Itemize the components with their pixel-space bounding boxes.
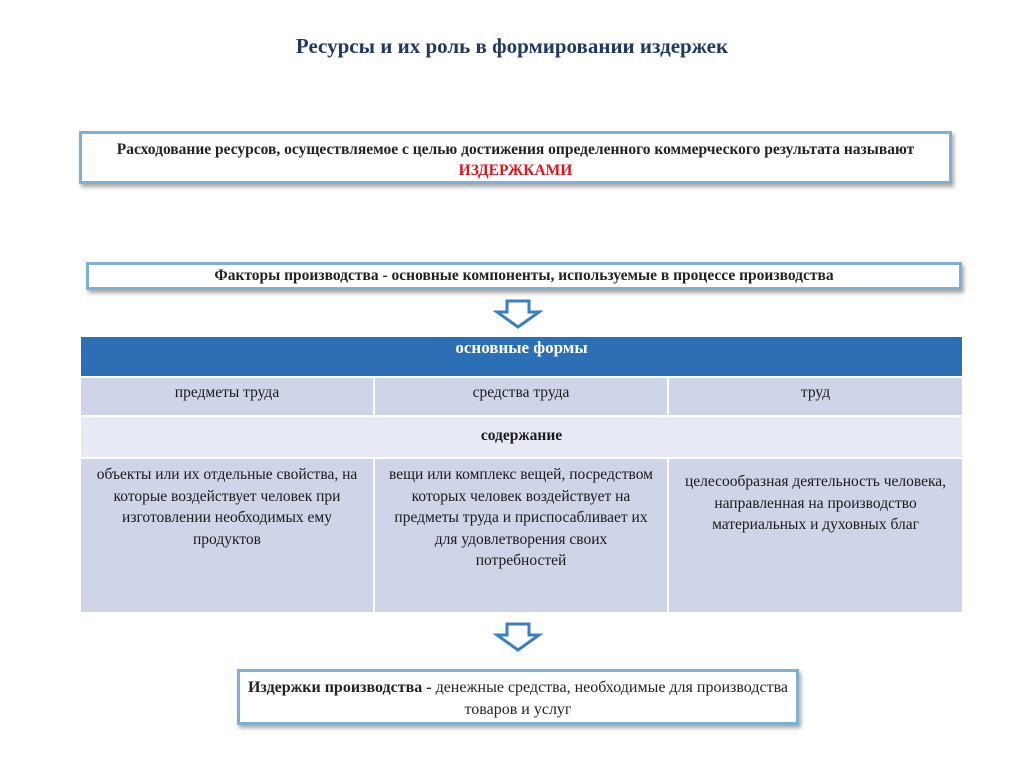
factors-box [86,262,962,290]
definition-box [79,131,952,184]
costs-term: Издержки производства - [247,679,432,696]
form-cell: предметы труда [80,377,374,416]
content-cell: целесообразная деятельность человека, направленная на производство материальных и духовных благ [668,458,963,613]
definition-highlight: ИЗДЕРЖКАМИ [458,162,573,179]
content-cell: вещи или комплекс вещей, посредством которых человек воздействует на предметы труда и приспосабливает их для удовлетворения своих потребностей [374,458,668,613]
costs-definition: денежные средства, необходимые для производства товаров и услуг [431,679,789,718]
factors-text: Факторы производства - основные компоненты, используемые в процессе производства [214,267,834,284]
table-header-row [80,336,963,377]
form-cell: средства труда [374,377,668,416]
content-label: содержание [80,416,963,458]
forms-table [79,335,964,614]
arrow-down-icon [493,622,543,652]
definition-text: Расходование ресурсов, осуществляемое с целью достижения определенного коммерческого результата называют [116,141,915,158]
table-header: основные формы [80,336,963,377]
forms-row [80,377,963,416]
contents-row [80,458,963,613]
slide-title: Ресурсы и их роль в формировании издержек [295,34,729,58]
arrow-down-icon [493,299,543,329]
content-cell: объекты или их отдельные свойства, на которые воздействует человек при изготовлении необходимых ему продуктов [80,458,374,613]
form-cell: труд [668,377,963,416]
costs-box [237,669,799,725]
content-label-row [80,416,963,458]
